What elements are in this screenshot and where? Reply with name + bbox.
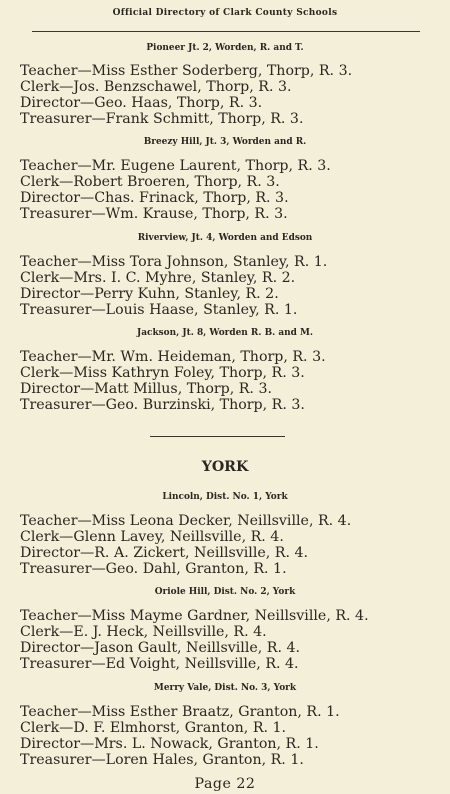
school-heading-riverview: Riverview, Jt. 4, Worden and Edson: [137, 233, 313, 243]
teacher-line: Teacher—Mr. Wm. Heideman, Thorp, R. 3.: [20, 349, 326, 365]
clerk-line: Clerk—Robert Broeren, Thorp, R. 3.: [20, 174, 280, 190]
clerk-line: Clerk—Glenn Lavey, Neillsville, R. 4.: [20, 529, 284, 545]
director-line: Director—Chas. Frinack, Thorp, R. 3.: [20, 190, 289, 206]
school-heading-pioneer: Pioneer Jt. 2, Worden, R. and T.: [146, 43, 304, 53]
treasurer-line: Treasurer—Loren Hales, Granton, R. 1.: [20, 752, 304, 768]
treasurer-line: Treasurer—Geo. Dahl, Granton, R. 1.: [20, 561, 287, 577]
clerk-line: Clerk—E. J. Heck, Neillsville, R. 4.: [20, 624, 267, 640]
teacher-line: Teacher—Miss Esther Braatz, Granton, R. 1.: [20, 704, 340, 720]
teacher-line: Teacher—Miss Esther Soderberg, Thorp, R. 3.: [20, 63, 353, 79]
treasurer-line: Treasurer—Louis Haase, Stanley, R. 1.: [20, 302, 298, 318]
director-line: Director—Jason Gault, Neillsville, R. 4.: [20, 640, 301, 656]
page-header: Official Directory of Clark County Schools: [112, 8, 338, 18]
treasurer-line: Treasurer—Wm. Krause, Thorp, R. 3.: [20, 206, 288, 222]
page-number: Page 22: [194, 776, 256, 792]
school-heading-jackson: Jackson, Jt. 8, Worden R. B. and M.: [137, 328, 313, 338]
school-heading-breezy-hill: Breezy Hill, Jt. 3, Worden and R.: [143, 137, 307, 147]
section-title-york: YORK: [201, 459, 249, 475]
section-divider: [150, 436, 285, 437]
treasurer-line: Treasurer—Ed Voight, Neillsville, R. 4.: [20, 656, 299, 672]
teacher-line: Teacher—Miss Tora Johnson, Stanley, R. 1.: [20, 254, 328, 270]
school-heading-merry-vale: Merry Vale, Dist. No. 3, York: [153, 683, 297, 693]
director-line: Director—Mrs. L. Nowack, Granton, R. 1.: [20, 736, 319, 752]
clerk-line: Clerk—Mrs. I. C. Myhre, Stanley, R. 2.: [20, 270, 296, 286]
clerk-line: Clerk—Jos. Benzschawel, Thorp, R. 3.: [20, 79, 292, 95]
school-heading-lincoln: Lincoln, Dist. No. 1, York: [162, 492, 288, 502]
treasurer-line: Treasurer—Frank Schmitt, Thorp, R. 3.: [20, 111, 304, 127]
teacher-line: Teacher—Mr. Eugene Laurent, Thorp, R. 3.: [20, 158, 331, 174]
director-line: Director—Geo. Haas, Thorp, R. 3.: [20, 95, 263, 111]
director-line: Director—Perry Kuhn, Stanley, R. 2.: [20, 286, 279, 302]
school-heading-oriole-hill: Oriole Hill, Dist. No. 2, York: [154, 587, 296, 597]
header-rule: [32, 31, 420, 32]
director-line: Director—Matt Millus, Thorp, R. 3.: [20, 381, 272, 397]
treasurer-line: Treasurer—Geo. Burzinski, Thorp, R. 3.: [20, 397, 305, 413]
clerk-line: Clerk—D. F. Elmhorst, Granton, R. 1.: [20, 720, 287, 736]
director-line: Director—R. A. Zickert, Neillsville, R. 4.: [20, 545, 309, 561]
teacher-line: Teacher—Miss Mayme Gardner, Neillsville, R. 4.: [20, 608, 369, 624]
clerk-line: Clerk—Miss Kathryn Foley, Thorp, R. 3.: [20, 365, 305, 381]
teacher-line: Teacher—Miss Leona Decker, Neillsville, R. 4.: [20, 513, 352, 529]
